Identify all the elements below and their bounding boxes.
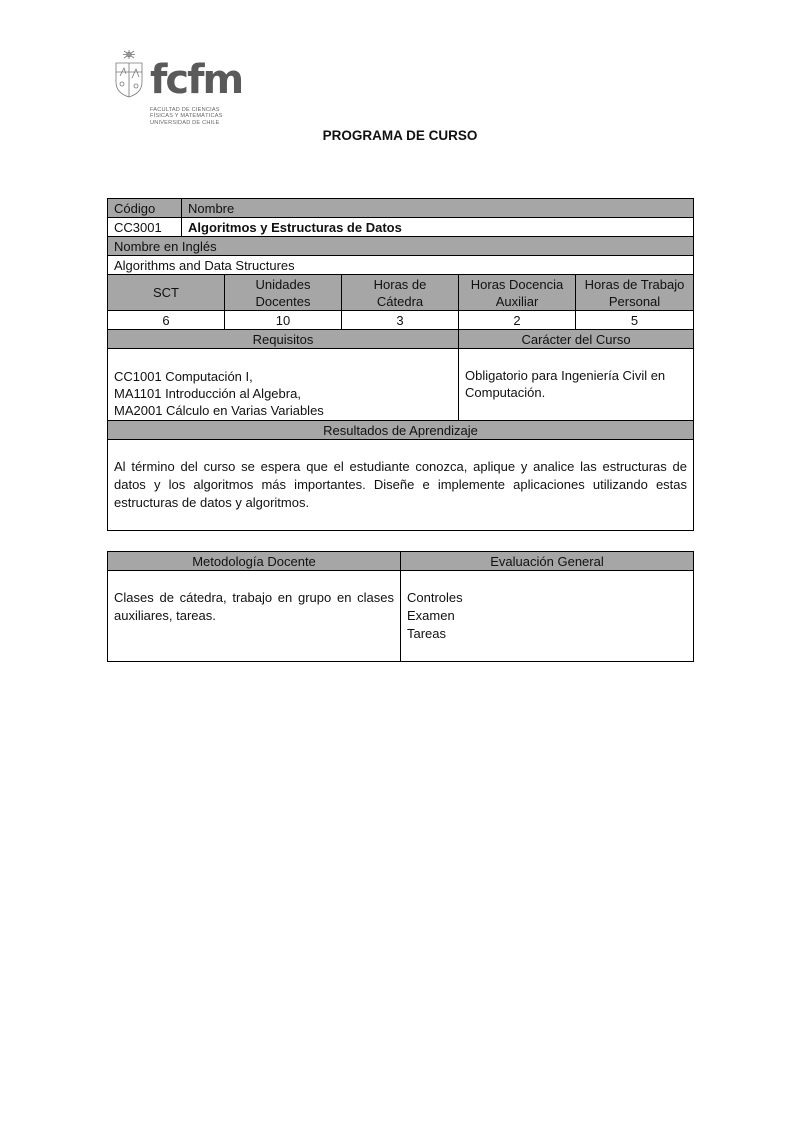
requisito-item: CC1001 Computación I, xyxy=(114,369,253,384)
fcfm-wordmark: fcfm xyxy=(150,57,243,103)
evaluacion-label: Evaluación General xyxy=(401,552,694,571)
course-name: Algoritmos y Estructuras de Datos xyxy=(182,218,694,237)
horas-auxiliar-header: Horas Docencia Auxiliar xyxy=(459,275,576,311)
evaluacion-item: Examen xyxy=(407,608,455,623)
metodologia-label: Metodología Docente xyxy=(108,552,401,571)
horas-trabajo-value: 5 xyxy=(576,311,694,330)
faculty-line: FÍSICAS Y MATEMÁTICAS xyxy=(150,113,223,120)
requisitos-label: Requisitos xyxy=(108,330,459,349)
horas-trabajo-header: Horas de Trabajo Personal xyxy=(576,275,694,311)
evaluacion-content xyxy=(401,571,694,662)
evaluacion-item: Tareas xyxy=(407,626,447,641)
faculty-name xyxy=(150,107,245,126)
metodologia-evaluacion-table xyxy=(107,551,694,662)
horas-catedra-header: Horas de Cátedra xyxy=(342,275,459,311)
unidades-docentes-value: 10 xyxy=(225,311,342,330)
requisito-item: MA1101 Introducción al Algebra, xyxy=(114,386,301,401)
resultados-content: Al término del curso se espera que el estudiante conozca, aplique y analice las estructuras de datos y los algoritmos más importantes. Diseñe e implemente aplicaciones utilizando estas estructuras de datos y algoritmos. xyxy=(108,440,694,531)
evaluacion-item: Controles xyxy=(407,590,463,605)
course-code: CC3001 xyxy=(108,218,182,237)
caracter-content: Obligatorio para Ingeniería Civil en Computación. xyxy=(459,349,694,421)
english-name: Algorithms and Data Structures xyxy=(108,256,694,275)
course-info-table xyxy=(107,198,694,531)
requisito-item: MA2001 Cálculo en Varias Variables xyxy=(114,403,324,418)
sct-header: SCT xyxy=(108,275,225,311)
name-label: Nombre xyxy=(182,199,694,218)
sct-value: 6 xyxy=(108,311,225,330)
requisitos-content xyxy=(108,349,459,421)
fcfm-logo xyxy=(112,48,242,130)
page-title: PROGRAMA DE CURSO xyxy=(322,128,478,143)
english-name-label: Nombre en Inglés xyxy=(108,237,694,256)
horas-catedra-value: 3 xyxy=(342,311,459,330)
metodologia-content: Clases de cátedra, trabajo en grupo en clases auxiliares, tareas. xyxy=(108,571,401,662)
university-seal-icon xyxy=(112,48,146,100)
code-label: Código xyxy=(108,199,182,218)
resultados-label: Resultados de Aprendizaje xyxy=(108,421,694,440)
unidades-docentes-header: Unidades Docentes xyxy=(225,275,342,311)
faculty-line: FACULTAD DE CIENCIAS xyxy=(150,107,220,113)
faculty-line: UNIVERSIDAD DE CHILE xyxy=(150,119,220,126)
horas-auxiliar-value: 2 xyxy=(459,311,576,330)
caracter-label: Carácter del Curso xyxy=(459,330,694,349)
